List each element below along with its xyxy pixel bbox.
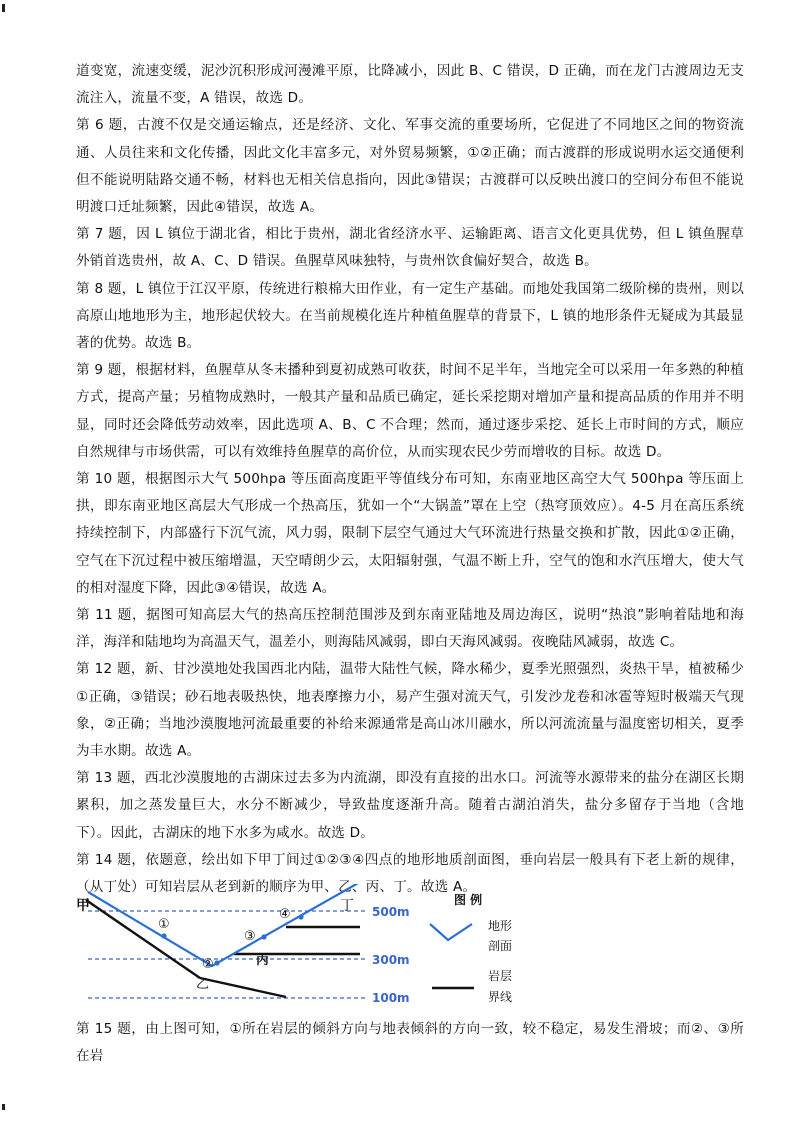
scan-mark-bottom — [2, 1104, 5, 1110]
label-point-4: ④ — [279, 907, 291, 922]
legend-terrain-label-2: 剖面 — [488, 939, 513, 953]
label-500m: 500m — [372, 905, 410, 919]
label-ding: 丁 — [340, 898, 354, 914]
legend-rock-label-2: 界线 — [488, 990, 513, 1004]
profile-point-1 — [161, 933, 166, 938]
legend-rock-label-1: 岩层 — [488, 969, 513, 983]
label-point-1: ① — [158, 917, 170, 932]
paragraph-q11: 第 11 题，据图可知高层大气的热高压控制范围涉及到东南亚陆地及周边海区，说明“热浪”影响着陆地和海洋，海洋和陆地均为高温天气，温差小，则海陆风减弱，即白天海风减弱。夜晚陆风减弱，故选 C。 — [76, 607, 744, 651]
label-point-2: ② — [202, 957, 214, 972]
paragraph-q10: 第 10 题，根据图示大气 500hpa 等压面高度距平等值线分布可知，东南亚地区高空大气 500hpa 等压面上拱，即东南亚地区高层大气形成一个热高压，犹如一个“大锅盖”罩在上空（热穹顶效应）。4-5 月在高压系统持续控制下，内部盛行下沉气流，风力弱，限制下层空气通过大气环流进行热量交换和扩散，因此①②正确，空气在下沉过程中被压缩增温，天空晴朗少云，太阳辐射强，气温不断上升，空气的饱和水汽压增大，使大气的相对湿度下降，因此③④错误，故选 A。 — [76, 471, 744, 596]
legend-terrain-symbol — [430, 924, 472, 940]
paragraph-q15-container — [76, 1016, 744, 1070]
paragraph-q14: 第 14 题，依题意，绘出如下甲丁间过①②③④四点的地形地质剖面图，垂向岩层一般具有下老上新的规律，（从丁处）可知岩层从老到新的顺序为甲、乙、丙、丁。故选 A。 — [76, 851, 744, 896]
label-jia: 甲 — [76, 898, 90, 914]
paragraph-q15: 第 15 题，由上图可知，①所在岩层的倾斜方向与地表倾斜的方向一致，较不稳定，易发生滑坡；而②、③所在岩 — [76, 1021, 744, 1065]
label-point-3: ③ — [244, 929, 256, 944]
rock-boundary-yi-upper — [200, 978, 286, 997]
label-bing: 丙 — [256, 953, 270, 968]
rock-boundary-jia-yi — [86, 900, 200, 978]
paragraph-q12: 第 12 题，新、甘沙漠地处我国西北内陆，温带大陆性气候，降水稀少，夏季光照强烈，炎热干旱，植被稀少①正确，③错误；砂石地表吸热快，地表摩擦力小，易产生强对流天气，引发沙龙卷和冰雹等短时极端天气现象，②正确；当地沙漠腹地河流最重要的补给来源通常是高山冰川融水，所以河流流量与温度密切相关，夏季为丰水期。故选 A。 — [76, 661, 744, 760]
paragraph-q13: 第 13 题，西北沙漠腹地的古湖床过去多为内流湖，即没有直接的出水口。河流等水源带来的盐分在湖区长期累积，加之蒸发量巨大，水分不断减少，导致盐度逐渐升高。随着古湖泊消失，盐分多留存于当地（含地下）。因此，古湖床的地下水多为咸水。故选 D。 — [76, 770, 744, 841]
label-300m: 300m — [372, 953, 410, 967]
paragraph-q8: 第 8 题，L 镇位于江汉平原，传统进行粮棉大田作业，有一定生产基础。而地处我国第二级阶梯的贵州，则以高原山地地形为主，地形起伏较大。在当前规模化连片种植鱼腥草的背景下，L 镇的地形条件无疑成为其最显著的优势。故选 B。 — [76, 280, 744, 352]
scan-mark-top — [2, 4, 5, 12]
paragraph-q5-continued: 道变宽，流速变缓，泥沙沉积形成河漫滩平原，比降减小，因此 B、C 错误，D 正确，而在龙门古渡周边无支流注入，流量不变，A 错误，故选 D。 — [76, 63, 744, 107]
profile-point-3 — [261, 934, 266, 939]
geologic-profile-diagram — [76, 884, 744, 1014]
label-100m: 100m — [372, 991, 410, 1005]
legend-terrain-label-1: 地形 — [488, 919, 513, 933]
legend-title: 图 例 — [454, 893, 483, 907]
paragraph-q9: 第 9 题，根据材料，鱼腥草从冬末播种到夏初成熟可收获，时间不足半年，当地完全可以采用一年多熟的种植方式，提高产量；另植物成熟时，一般其产量和品质已确定，延长采挖期对增加产量和提高品质的作用并不明显，同时还会降低劳动效率，因此选项 A、B、C 不合理；然而，通过逐步采挖、延长上市时间的方式，顺应自然规律与市场供需，可以有效维持鱼腥草的高价位，从而实现农民少劳而增收的目标。故选 D。 — [76, 362, 744, 460]
paragraph-q7: 第 7 题，因 L 镇位于湖北省，相比于贵州，湖北省经济水平、运输距离、语言文化更具优势，但 L 镇鱼腥草外销首选贵州，故 A、C、D 错误。鱼腥草风味独特，与贵州饮食偏好契合，故选 B。 — [76, 226, 744, 270]
profile-point-2 — [214, 960, 219, 965]
profile-svg — [76, 884, 744, 1014]
paragraph-q6: 第 6 题，古渡不仅是交通运输点，还是经济、文化、军事交流的重要场所，它促进了不同地区之间的物资流通、人员往来和文化传播，因此文化丰富多元，对外贸易频繁，①②正确；而古渡群的形成说明水运交通便利但不能说明陆路交通不畅，材料也无相关信息指向，因此③错误；古渡群可以反映出渡口的空间分布但不能说明渡口迁址频繁，因此④错误，故选 A。 — [76, 117, 744, 216]
profile-point-4 — [298, 914, 303, 919]
answer-text-body — [76, 58, 744, 901]
label-yi: 乙 — [196, 977, 210, 992]
